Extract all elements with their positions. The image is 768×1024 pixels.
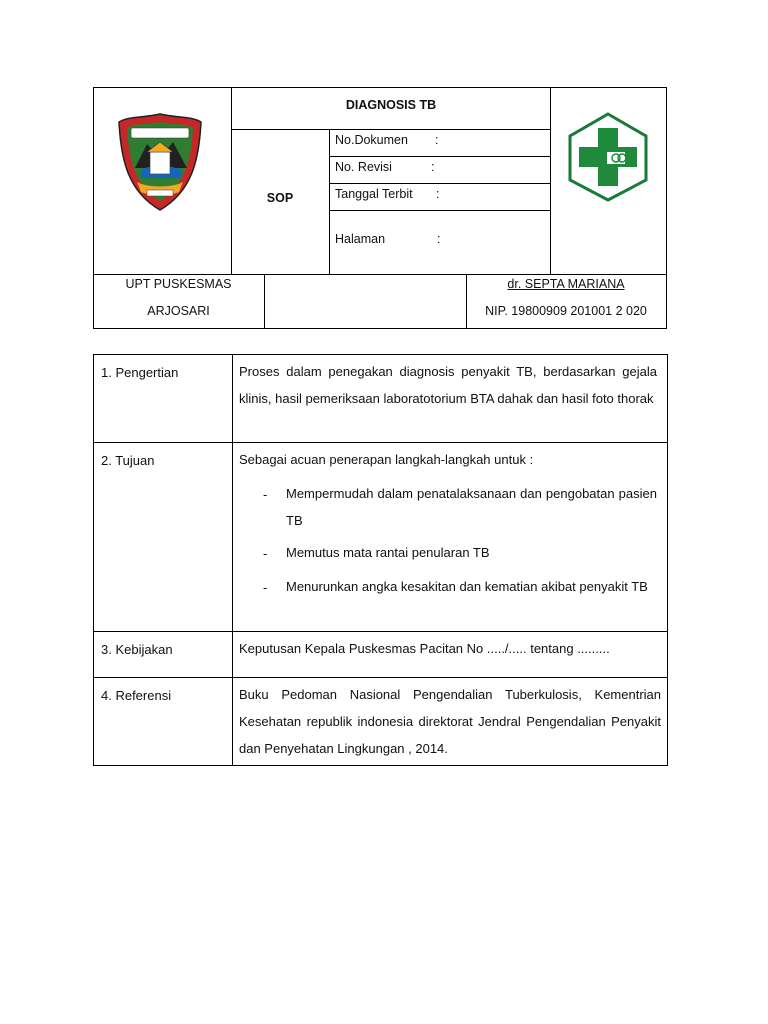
row-tujuan-intro: Sebagai acuan penerapan langkah-langkah untuk : [239, 452, 534, 467]
row-kebijakan-text: Keputusan Kepala Puskesmas Pacitan No ...../..... tentang ......... [239, 641, 610, 656]
org-name-line1: UPT PUSKESMAS [125, 277, 232, 291]
bullet-dash-1: - [263, 487, 268, 502]
row-tujuan-bullet-3: Menurunkan angka kesakitan dan kematian akibat penyakit TB [286, 579, 648, 594]
signer-nip: NIP. 19800909 201001 2 020 [485, 304, 647, 318]
sop-label: SOP [266, 191, 294, 205]
bullet-dash-3: - [263, 580, 268, 595]
bullet-dash-2: - [263, 546, 268, 561]
row-kebijakan-label: 3. Kebijakan [101, 642, 173, 657]
signer-name: dr. SEPTA MARIANA [507, 277, 625, 291]
field-halaman-label: Halaman [335, 232, 386, 246]
puskesmas-cross-logo [567, 112, 649, 202]
field-halaman-sep: : [437, 232, 441, 246]
field-no-dokumen-label: No.Dokumen [335, 133, 408, 147]
row-referensi-text: Buku Pedoman Nasional Pengendalian Tuberkulosis, Kementrian Kesehatan republik indonesia direktorat Jendral Pengendalian Penyakit dan Penyehatan Lingkungan , 2014. [239, 687, 661, 756]
field-no-revisi-label: No. Revisi [335, 160, 392, 174]
row-tujuan-bullet-2: Memutus mata rantai penularan TB [286, 545, 490, 560]
field-tanggal-terbit-sep: : [436, 187, 440, 201]
document-title: DIAGNOSIS TB [345, 98, 437, 112]
regional-emblem-logo [117, 112, 203, 212]
field-no-dokumen-sep: : [435, 133, 439, 147]
field-tanggal-terbit-label: Tanggal Terbit [335, 187, 413, 201]
org-name-line2: ARJOSARI [147, 304, 210, 318]
field-no-revisi-sep: : [431, 160, 435, 174]
row-tujuan-bullet-1: Mempermudah dalam penatalaksanaan dan pengobatan pasien TB [286, 486, 657, 528]
row-pengertian-text: Proses dalam penegakan diagnosis penyakit TB, berdasarkan gejala klinis, hasil pemeriksaan laboratotorium BTA dahak dan hasil foto thorak [239, 364, 657, 406]
row-pengertian-label: 1. Pengertian [101, 365, 179, 380]
row-tujuan-label: 2. Tujuan [101, 453, 155, 468]
row-referensi-label: 4. Referensi [101, 688, 172, 703]
